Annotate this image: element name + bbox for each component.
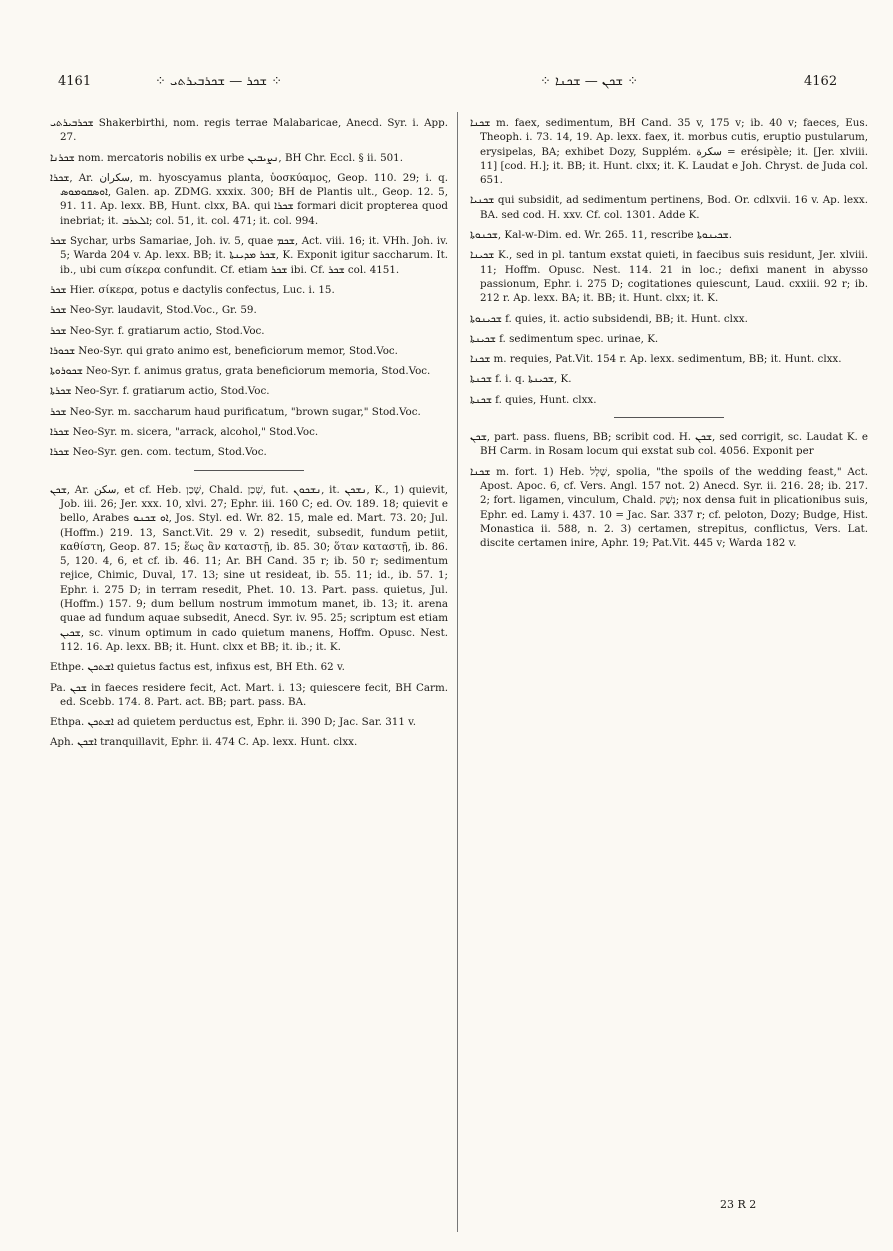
entry: Pa. ܫܟܢ in faeces residere fecit, Act. Mart. i. 13; quiescere fecit, BH Carm. ed. Scebb. 174. 8. Part. act. BB; part. pass. BA. bbox=[50, 681, 448, 708]
entry: ܫܟܪܬܐ Neo-Syr. f. gratiarum actio, Stod.Voc. bbox=[50, 385, 270, 398]
entry: ܫܟܘܪܐ Neo-Syr. qui grato animo est, beneficiorum memor, Stod.Voc. bbox=[50, 344, 398, 357]
entry: ܫܟܪ Hier. σίκερα, potus e dactylis confectus, Luc. i. 15. bbox=[50, 283, 335, 296]
entry: ܫܟܝܢܬܐ f. sedimentum spec. urinae, K. bbox=[470, 332, 659, 345]
entry: ܫܟܪܐ Neo-Syr. gen. com. tectum, Stod.Voc. bbox=[50, 446, 267, 459]
column-divider bbox=[457, 112, 458, 1232]
entry: ܫܟܪܒܝܪܬܝ Shakerbirthi, nom. regis terrae Malabaricae, Anecd. Syr. i. App. 27. bbox=[50, 117, 448, 144]
entry: ܫܟܢܐ m. fort. 1) Heb. שָׁלָל, spolia, "the spoils of the wedding feast," Act. Apost. Apoc. 6, cf. Vers. Angl. 157 not. 2) Anecd. Syr. ii. 216. 28; ib. 217. 2; fort. ligamen, vinculum, Chald. נְשָׁק; nox densa fuit in plicationibus suis, Ephr. ed. Lamy i. 437. 10 = Jac. Sar. 337 r; cf. peloton, Dozy; Budge, Hist. Monastica ii. 588, n. 2. 3) certamen, strepitus, conflictus, Vers. Lat. discite certamen inire, Aphr. 19; Pat.Vit. 445 v; Warda 182 v. bbox=[470, 465, 868, 550]
right-column bbox=[470, 116, 868, 556]
entry: ܫܟܢ, Ar. سكن, et cf. Heb. שָׁכַן, Chald. שְׁכַן, fut. ܢܫܟܘܢ, it. ܢܫܟܢ, K., 1) quievit, Job. iii. 26; Jer. xxx. 10, xlvi. 27; Ephr. iii. 160 C; ed. Ov. 189. 18; quievit e bello, Arabes ܐܘ ܫܟܢܘ, Jos. Styl. ed. Wr. 82. 15, male ed. Mart. 73. 20; Jul. (Hoffm.) 219. 13, Sanct.Vit. 29 v. 2) resedit, subsedit, fundum petiit, καθίστη, Geop. 87. 15; ἕως ἂν καταστῇ, ib. 85. 30; ὅταν καταστῇ, ib. 86. 5, 120. 4, 6, et cf. ib. 46. 11; Ar. BH Cand. 35 r; ib. 50 r; sedimentum rejice, Chimic, Duval, 17. 13; sine ut resideat, ib. 55. 11; id., ib. 57. 1; Ephr. i. 275 D; in terram resedit, Phet. 10. 13. Part. pass. quietus, Jul. (Hoffm.) 157. 9; dum bellum nostrum immotum manet, ib. 13; it. arena quae ad fundum aquae subsedit, Anecd. Syr. iv. 95. 25; scriptum est etiam ܫܟܝܢ, sc. vinum optimum in cado quietum manens, Hoffm. Opusc. Nest. 112. 16. Ap. lexx. BB; it. Hunt. clxx et BB; it. ib.; it. K. bbox=[50, 483, 448, 653]
running-head-left: ⁘ ܫܟܪ — ܫܟܪܒܝܪܬܝ ⁘ bbox=[155, 74, 283, 89]
entry: Ethpa. ܐܫܬܟܢ ad quietem perductus est, Ephr. ii. 390 D; Jac. Sar. 311 v. bbox=[50, 716, 417, 729]
entry: ܫܟܝܢܐ K., sed in pl. tantum exstat quieti, in faecibus suis residunt, Jer. xlviii. 11; Hoffm. Opusc. Nest. 114. 21 in loc.; defixi manent in abysso passionum, Ephr. i. 275 D; cogitationes quiescunt, Laud. cxxiii. 92 r; ib. 212 r. Ap. lexx. BA; it. BB; it. Hunt. clxx; it. K. bbox=[470, 249, 868, 305]
page-number-left: 4161 bbox=[58, 74, 92, 89]
section-rule bbox=[614, 417, 724, 418]
entry: ܫܟܢܐ m. requies, Pat.Vit. 154 r. Ap. lexx. sedimentum, BB; it. Hunt. clxx. bbox=[470, 353, 842, 366]
running-head-right: ⁘ ܫܟܢ — ܫܟܢܐ ⁘ bbox=[540, 74, 639, 89]
entry: ܫܟܪ Neo-Syr. m. saccharum haud purificatum, "brown sugar," Stod.Voc. bbox=[50, 405, 421, 418]
entry: ܫܟܝܢܘܬܐ f. quies, it. actio subsidendi, BB; it. Hunt. clxx. bbox=[470, 312, 748, 325]
entry: ܫܟܢܘܬܐ, Kal-w-Dim. ed. Wr. 265. 11, rescribe ܫܟܝܢܘܬܐ. bbox=[470, 229, 733, 242]
page-number-right: 4162 bbox=[804, 74, 838, 89]
entry: ܫܟܢܝܐ qui subsidit, ad sedimentum pertinens, Bod. Or. cdlxvii. 16 v. Ap. lexx. BA. sed cod. H. xxv. Cf. col. 1301. Adde K. bbox=[470, 194, 868, 221]
entry: ܫܟܢܬܐ f. quies, Hunt. clxx. bbox=[470, 393, 597, 406]
entry: ܫܟܪ Sychar, urbs Samariae, Joh. iv. 5, quae ܫܟܡ, Act. viii. 16; it. VHh. Joh. iv. 5; Warda 204 v. Ap. lexx. BB; it. ܫܟܪ ܡܕܝܢܬܐ, K. Exponit igitur saccharum. It. ib., ubi cum σίκερα confundit. Cf. etiam ܫܟܪ ibi. Cf. ܫܟܪ col. 4151. bbox=[50, 235, 448, 276]
signature-mark: 23 R 2 bbox=[720, 1198, 757, 1211]
entry: ܫܟܪܢܐ nom. mercatoris nobilis ex urbe ܢܨܝܒܝܢ, BH Chr. Eccl. § ii. 501. bbox=[50, 151, 404, 164]
entry: ܫܟܢܐ m. faex, sedimentum, BH Cand. 35 v, 175 v; ib. 40 v; faeces, Eus. Theoph. i. 73. 14, 19. Ap. lexx. faex, it. morbus cutis, eruptio pustularum, erysipelas, BA; exhibet Dozy, Supplém. سكرة = erésipèle; it. [Jer. xlviii. 11] [cod. H.]; it. BB; it. Hunt. clxx; it. K. Laudat e Joh. Chryst. de Juda col. 651. bbox=[470, 117, 868, 187]
entry: ܫܟܪ Neo-Syr. laudavit, Stod.Voc., Gr. 59. bbox=[50, 304, 257, 317]
entry: ܫܟܪ Neo-Syr. f. gratiarum actio, Stod.Voc. bbox=[50, 324, 265, 337]
entry: ܫܟܢ, part. pass. fluens, BB; scribit cod. H. ܫܟܢ, sed corrigit, sc. Laudat K. e BH Carm. in Rosam locum qui exstat sub col. 4056. Exponit per bbox=[470, 431, 868, 458]
entry: Aph. ܐܫܟܢ tranquillavit, Ephr. ii. 474 C. Ap. lexx. Hunt. clxx. bbox=[50, 736, 358, 749]
left-column bbox=[50, 116, 448, 756]
entry: ܫܟܪܐ Neo-Syr. m. sicera, "arrack, alcohol," Stod.Voc. bbox=[50, 426, 319, 439]
entry: ܫܟܘܪܘܬܐ Neo-Syr. f. animus gratus, grata beneficiorum memoria, Stod.Voc. bbox=[50, 365, 431, 378]
entry: Ethpe. ܐܫܬܟܢ quietus factus est, infixus est, BH Eth. 62 v. bbox=[50, 661, 345, 674]
section-rule bbox=[194, 470, 304, 471]
entry: ܫܟܢܬܐ f. i. q. ܫܟܝܢܬܐ, K. bbox=[470, 373, 572, 386]
entry: ܫܟܪܐ, Ar. سكران, m. hyoscyamus planta, ὑοσκύαμος, Geop. 110. 29; i. q. ܐܘܣܩܘܡܘܣ, Galen. ap. ZDMG. xxxix. 300; BH de Plantis ult., Geop. 12. 5, 91. 11. Ap. lexx. BB, Hunt. clxx, BA. qui ܫܟܪܐ formari dicit propterea quod inebriat; it. ܐܠܥܪܒ; col. 51, it. col. 471; it. col. 994. bbox=[50, 171, 448, 227]
